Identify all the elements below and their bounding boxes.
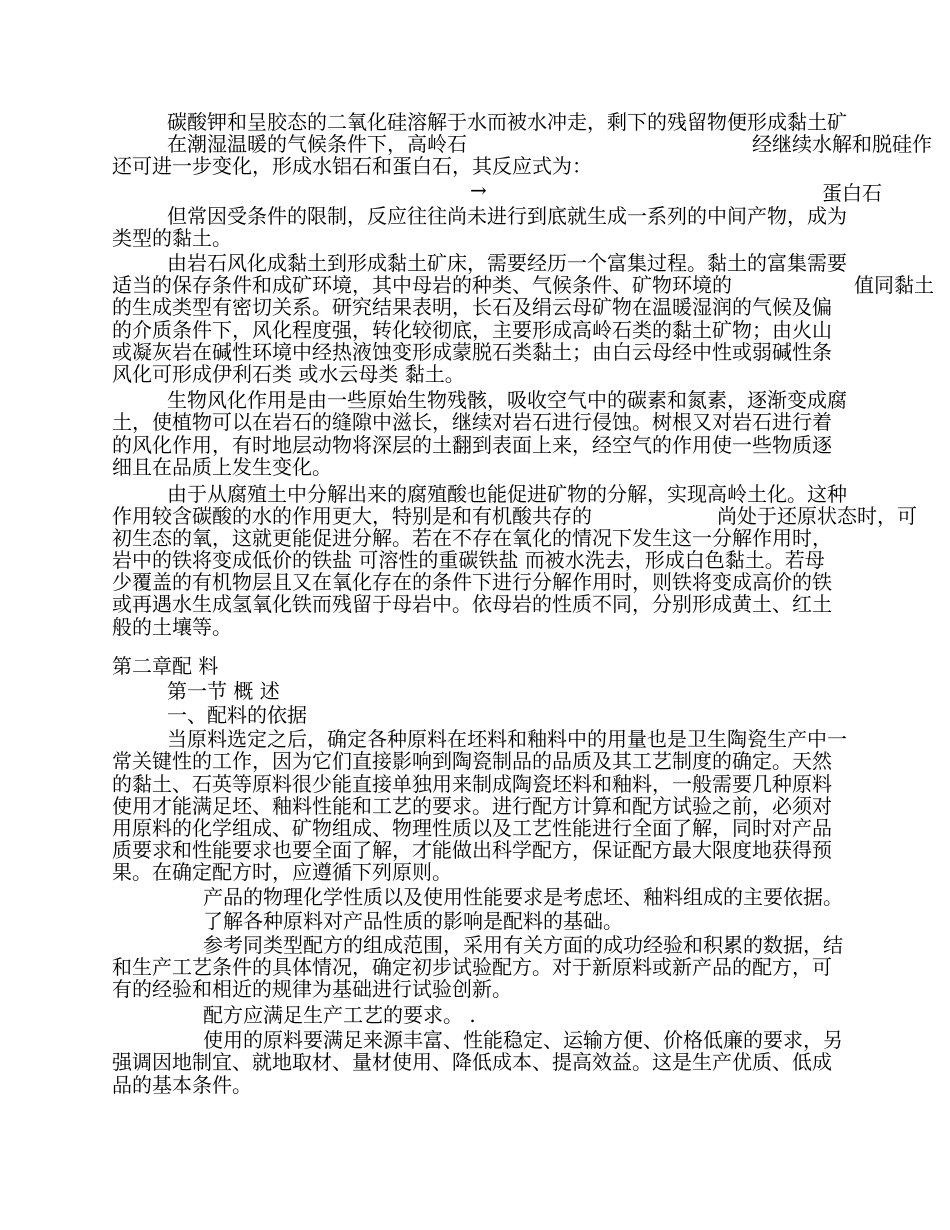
text-line: 经继续水解和脱硅作 [752,132,932,156]
text-line: 风化可形成伊利石类 或水云母类 黏土。 [112,362,465,386]
text-line: 少覆盖的有机物层且又在氧化存在的条件下进行分解作用时，则铁将变成高价的铁 [112,570,832,594]
text-line: 的生成类型有密切关系。研究结果表明，长石及绢云母矿物在温暖湿润的气候及偏 [112,295,832,319]
text-line: 蛋白石 [822,181,882,205]
text-line: 了解各种原料对产品性质的影响是配料的基础。 [203,909,623,933]
text-line: 的风化作用，有时地层动物将深层的土翻到表面上来，经空气的作用使一些物质逐 [112,433,832,457]
text-line: 有的经验和相近的规律为基础进行试验创新。 [112,977,512,1001]
text-line: 适当的保存条件和成矿环境，其中母岩的种类、气候条件、矿物环境的 [112,273,732,297]
text-line: 但常因受条件的限制，反应往往尚未进行到底就生成一系列的中间产物，成为 [167,204,847,228]
text-line: 初生态的氧，这就更能促进分解。若在不存在氧化的情况下发生这一分解作用时， [112,526,832,550]
text-line: 值同黏土 [854,273,934,297]
text-line: 生物风化作用是由一些原始生物残骸，吸收空气中的碳素和氮素，逐渐变成腐 [167,388,847,412]
subsection-heading: 一、配料的依据 [167,703,307,727]
text-line: 使用的原料要满足来源丰富、性能稳定、运输方便、价格低廉的要求，另 [203,1028,843,1052]
reaction-arrow: → [470,178,487,202]
chapter-heading: 第二章配 料 [112,654,219,678]
text-line: 和生产工艺条件的具体情况，确定初步试验配方。对于新原料或新产品的配方，可 [112,955,832,979]
text-line: 果。在确定配方时，应遵循下列原则。 [112,860,452,884]
text-line: 的介质条件下，风化程度强，转化较彻底，主要形成高岭石类的黏土矿物；由火山 [112,318,832,342]
text-line: 在潮湿温暖的气候条件下，高岭石 [167,132,467,156]
text-line: 类型的黏土。 [112,226,232,250]
text-line: 般的土壤等。 [112,615,232,639]
text-line: 强调因地制宜、就地取材、量材使用、降低成本、提高效益。这是生产优质、低成 [112,1050,832,1074]
text-line: 用原料的化学组成、矿物组成、物理性质以及工艺性能进行全面了解，同时对产品 [112,816,832,840]
text-line: 或再遇水生成氢氧化铁而残留于母岩中。依母岩的性质不同，分别形成黄土、红土 [112,592,832,616]
text-line: 或凝灰岩在碱性环境中经热液蚀变形成蒙脱石类黏土；由白云母经中性或弱碱性条 [112,340,832,364]
text-line: 的黏土、石英等原料很少能直接单独用来制成陶瓷坯料和釉料，一般需要几种原料 [112,772,832,796]
text-line: 尚处于还原状态时，可 [717,504,917,528]
text-line: 由岩石风化成黏土到形成黏土矿床，需要经历一个富集过程。黏土的富集需要 [167,251,847,275]
text-line: 细且在品质上发生变化。 [112,455,332,479]
text-line: 常关键性的工作，因为它们直接影响到陶瓷制品的品质及其工艺制度的确定。天然 [112,749,832,773]
text-line: 当原料选定之后，确定各种原料在坯料和釉料中的用量也是卫生陶瓷生产中一 [167,727,847,751]
text-line: 配方应满足生产工艺的要求。 . [203,1003,476,1027]
text-line: 由于从腐殖土中分解出来的腐殖酸也能促进矿物的分解，实现高岭土化。这种 [167,482,847,506]
text-line: 产品的物理化学性质以及使用性能要求是考虑坯、釉料组成的主要依据。 [203,885,843,909]
text-line: 作用较含碳酸的水的作用更大，特别是和有机酸共存的 [112,504,592,528]
text-line: 还可进一步变化，形成水铝石和蛋白石，其反应式为： [112,154,592,178]
text-line: 碳酸钾和呈胶态的二氧化硅溶解于水而被水冲走，剩下的残留物便形成黏土矿 [167,110,847,134]
text-line: 岩中的铁将变成低价的铁盐 可溶性的重碳铁盐 而被水洗去，形成白色黏土。若母 [112,548,825,572]
text-line: 土，使植物可以在岩石的缝隙中滋长，继续对岩石进行侵蚀。树根又对岩石进行着 [112,410,832,434]
text-line: 参考同类型配方的组成范围，采用有关方面的成功经验和积累的数据，结 [203,933,843,957]
text-line: 使用才能满足坯、釉料性能和工艺的要求。进行配方计算和配方试验之前，必须对 [112,794,832,818]
section-heading: 第一节 概 述 [167,679,280,703]
text-line: 品的基本条件。 [112,1073,252,1097]
text-line: 质要求和性能要求也要全面了解，才能做出科学配方，保证配方最大限度地获得预 [112,838,832,862]
